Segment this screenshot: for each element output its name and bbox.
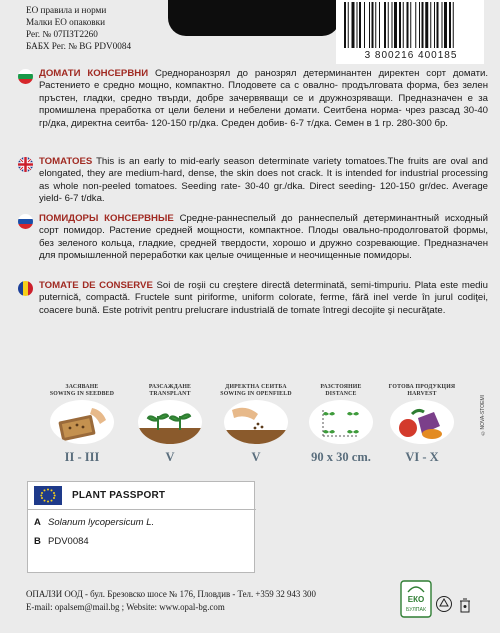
pictogram-value: V: [165, 450, 175, 464]
seedbed-icon: [50, 400, 114, 444]
plant-passport-title: PLANT PASSPORT: [72, 490, 166, 501]
pictogram-label-bg: РАЗСТОЯНИЕ: [320, 384, 362, 390]
hang-tab-cutout: [168, 0, 340, 36]
registration-line: БАБХ Рег. № BG PDV0084: [26, 41, 132, 51]
pictogram-label-bg: ГОТОВА ПРОДУКЦИЯ: [388, 384, 456, 390]
registration-line: ЕО правила и норми: [26, 5, 107, 15]
company-footer: [26, 588, 316, 613]
barcode-number: 3 800216 400185: [364, 50, 458, 61]
trash-bin-icon: [458, 596, 472, 614]
company-address: ОПАЛЗИ ООД - бул. Брезовско шосе № 176, Пловдив - Тел. +359 32 943 300: [26, 589, 316, 599]
registration-line: Рег. № 07ПЗТ2260: [26, 29, 98, 39]
pictogram-label-en: SOWING IN SEEDBED: [49, 391, 115, 397]
pictogram-sowing-seedbed: [46, 384, 118, 465]
species-name: Solanum lycopersicum L.: [48, 517, 155, 528]
bulgaria-flag-icon: [18, 69, 33, 84]
pictogram-label-bg: РАЗСАЖДАНЕ: [148, 384, 192, 390]
section-body: Средноранозрял до ранозрял детерминантен директен сорт домати. Растението е средно мощно, компактно. Плодовете са с овално- продълговата форма, без зелен пръстен, гладки, средно твърди, добре зачервяващи се и дружнозряващи. Предназначен е за промишлена преработка от цели белени и небелени домати. Сеитбена норма- чрез разсад 30-40 гр/дка, директна сеитба- 120-150 гр/дка. Среден добив- 6-7 т/дка. Семен в 1 гр. 280-300 бр.: [39, 68, 488, 129]
registration-code: PDV0084: [48, 536, 89, 547]
pictogram-distance: [305, 384, 377, 465]
barcode: [336, 0, 484, 64]
registration-info: [26, 4, 131, 52]
uk-flag-icon: [18, 157, 33, 172]
eko-logo-text: ЕКО: [407, 595, 425, 604]
section-body: Soi de roşii cu creştere directă determinată, semi-timpuriu. Plata este mediu puternică, compactă. Fructele sunt piriforme, uniform colorate, ferme, fără inel verde în jurul codiţei, coacere bună. Este potrivit pentru prelucrare industrială de tomate întregi decojite şi necurăţate.: [39, 280, 488, 316]
plant-passport: [27, 481, 255, 573]
section-romanian: [18, 280, 488, 317]
pictogram-transplant: [134, 384, 206, 465]
pictogram-value: V: [251, 450, 261, 464]
eko-logo-subtext: БУЛПАК: [405, 607, 427, 613]
section-title: TOMATOES: [39, 156, 93, 167]
pictogram-direct-sowing: [220, 384, 292, 465]
russia-flag-icon: [18, 214, 33, 229]
passport-row-label: A: [34, 517, 41, 528]
eu-flag-icon: [34, 486, 62, 505]
section-body: This is an early to mid-early season determinate variety tomatoes.The fruits are oval and elongated, they are medium-hard, dense, the skin does not crack. It is intended for industrial processing as whole non-peeled tomatoes. Seeding rate- 30-40 gr./dka. Direct seeding- 120-150 gr/dec. Average yield- 6-7 t/dka.: [39, 156, 488, 205]
pictogram-harvest: [386, 384, 458, 465]
recycle-icon: [436, 596, 452, 612]
section-title: TOMATE DE CONSERVE: [39, 280, 153, 291]
barcode-bars-icon: [342, 2, 478, 50]
distance-icon: [309, 400, 373, 444]
growing-calendar: [46, 384, 466, 474]
pictogram-value: II - III: [64, 450, 100, 464]
pictogram-label-en: HARVEST: [407, 391, 437, 397]
eko-bulpak-logo-icon: [400, 580, 432, 618]
harvest-icon: [390, 400, 454, 444]
plant-passport-header: [28, 482, 256, 510]
pictogram-value: VI - X: [405, 450, 439, 464]
section-bulgarian: [18, 68, 488, 130]
registration-line: Малки ЕО опаковки: [26, 17, 106, 27]
passport-row-a: [34, 517, 154, 528]
pictogram-label-bg: ДИРЕКТНА СЕИТБА: [225, 384, 287, 390]
designer-credit: ©NOVA-STOEMI: [480, 395, 486, 436]
section-body: Средне-раннеспелый до раннеспелый детерминантный исходный сорт помидор. Растение средней мощности, компактное. Плоды овально-продолговатой формы, без зеленого кольца, гладкие, средней твердости, хорошо и дружно созревающие. Предназначен для промышленной переработки как целые очищенные и неочищенные помидоры.: [39, 213, 488, 262]
pictogram-value: 90 x 30 cm.: [311, 450, 371, 464]
company-contacts: E-mail: opalsem@mail.bg ; Website: www.opal-bg.com: [26, 601, 225, 612]
pictogram-label-en: TRANSPLANT: [149, 391, 191, 397]
transplant-icon: [138, 400, 202, 444]
section-english: [18, 156, 488, 206]
romania-flag-icon: [18, 281, 33, 296]
pictogram-label-bg: ЗАСЯВАНЕ: [65, 384, 99, 390]
section-title: ПОМИДОРЫ КОНСЕРВНЫЕ: [39, 213, 174, 224]
passport-row-b: [34, 536, 89, 547]
section-title: ДОМАТИ КОНСЕРВНИ: [39, 68, 149, 79]
direct-sowing-icon: [224, 400, 288, 444]
pictogram-label-en: SOWING IN OPENFIELD: [220, 391, 292, 397]
passport-row-label: B: [34, 536, 41, 547]
pictogram-label-en: DISTANCE: [325, 391, 357, 397]
section-russian: [18, 213, 488, 263]
